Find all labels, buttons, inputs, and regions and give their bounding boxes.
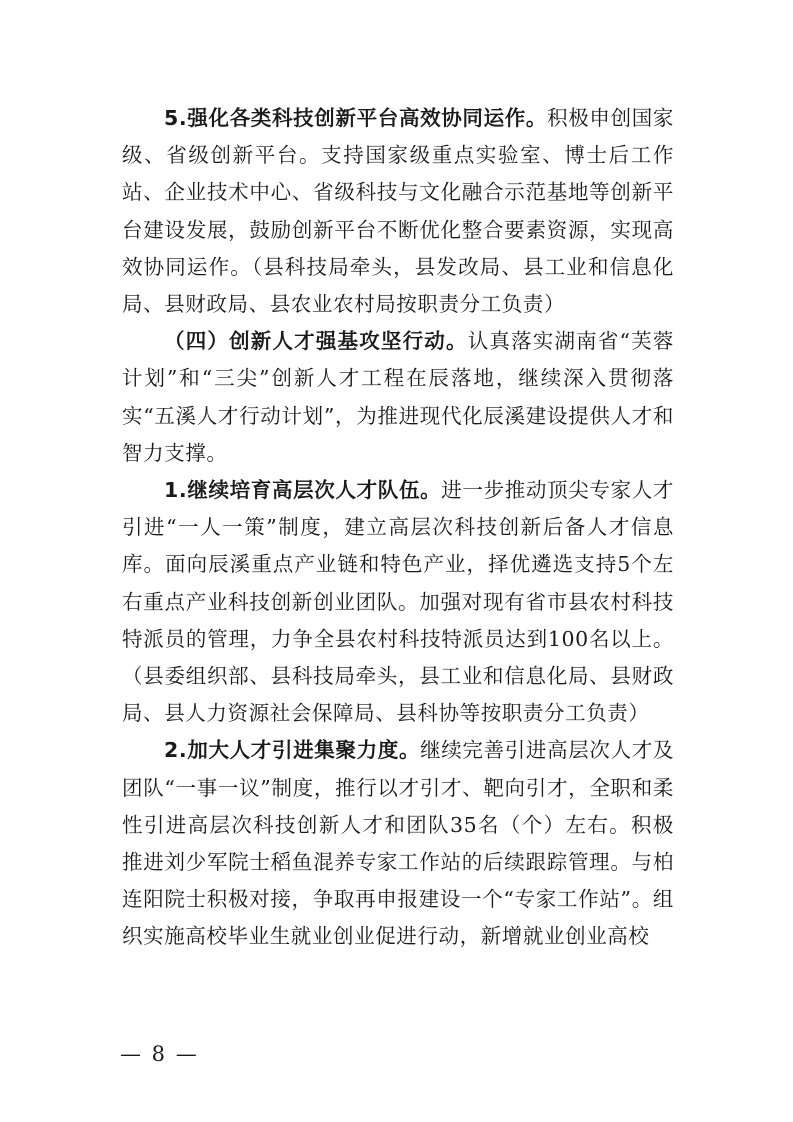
paragraph-cultivate-talent <box>122 472 674 732</box>
paragraph-heading: 5.强化各类科技创新平台高效协同运作。 <box>164 106 548 130</box>
paragraph-platform-coordination <box>122 100 674 323</box>
paragraph-text: 继续完善引进高层次人才及团队“一事一议”制度，推行以才引才、靶向引才，全职和柔性引进高层次科技创新人才和团队35名（个）左右。积极推进刘少军院士稻鱼混养专家工作站的后续跟踪管理。与柏连阳院士积极对接，争取再申报建设一个“专家工作站”。组织实施高校毕业生就业创业促进行动，新增就业创业高校 <box>122 738 674 949</box>
page-number: — 8 — <box>120 1042 199 1066</box>
paragraph-text: 积极申创国家级、省级创新平台。支持国家级重点实验室、博士后工作站、企业技术中心、省级科技与文化融合示范基地等创新平台建设发展，鼓励创新平台不断优化整合要素资源，实现高效协同运作。（县科技局牵头，县发改局、县工业和信息化局、县财政局、县农业农村局按职责分工负责） <box>122 106 674 317</box>
paragraph-text: 进一步推动顶尖专家人才引进“一人一策”制度，建立高层次科技创新后备人才信息库。面向辰溪重点产业链和特色产业，择优遴选支持5个左右重点产业科技创新创业团队。加强对现有省市县农村科技特派员的管理，力争全县农村科技特派员达到100名以上。（县委组织部、县科技局牵头，县工业和信息化局、县财政局、县人力资源社会保障局、县科协等按职责分工负责） <box>122 478 674 726</box>
paragraph-attract-talent <box>122 732 674 955</box>
paragraph-heading: 1.继续培育高层次人才队伍。 <box>164 478 442 503</box>
section-heading: （四）创新人才强基攻坚行动。 <box>164 329 468 354</box>
paragraph-talent-action <box>122 323 674 472</box>
document-body <box>122 100 674 956</box>
paragraph-heading: 2.加大人才引进集聚力度。 <box>164 738 421 763</box>
paragraph-text: 认真落实湖南省“芙蓉计划”和“三尖”创新人才工程在辰落地，继续深入贯彻落实“五溪人才行动计划”，为推进现代化辰溪建设提供人才和智力支撑。 <box>122 329 674 465</box>
